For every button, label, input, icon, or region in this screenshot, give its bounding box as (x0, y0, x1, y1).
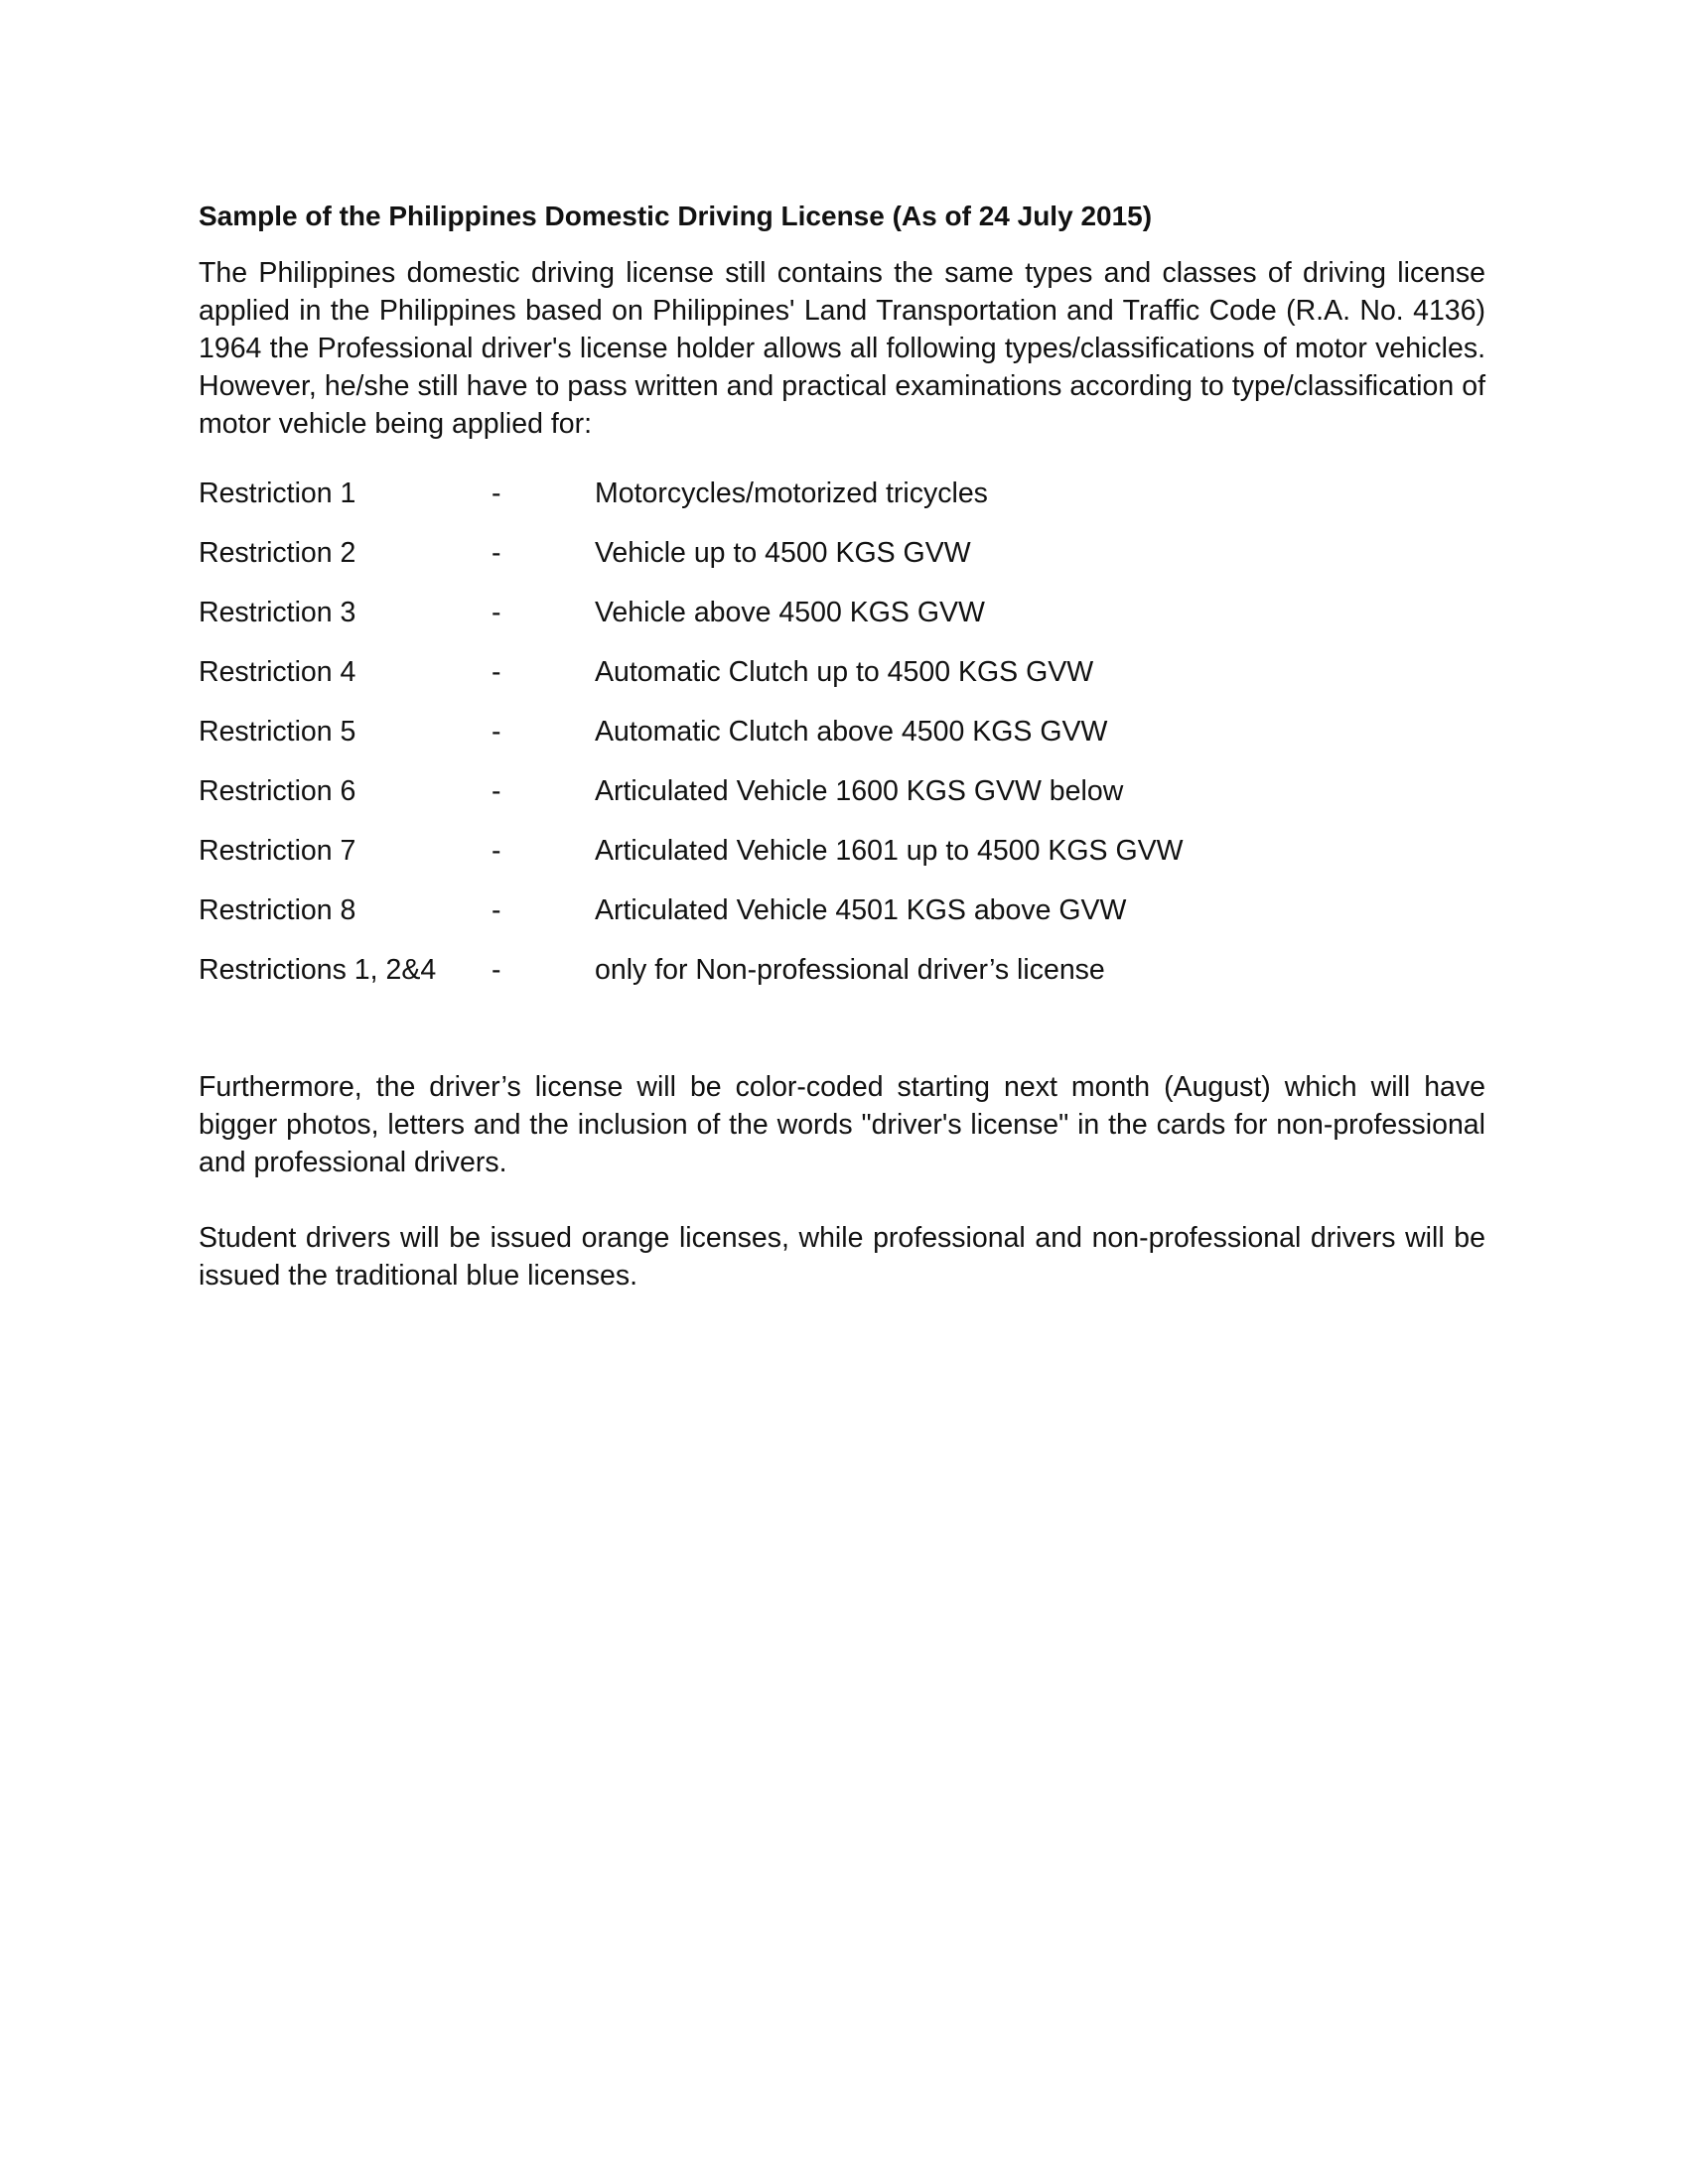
restriction-dash: - (492, 954, 501, 986)
document-page (199, 199, 1485, 1295)
restriction-name: Restriction 5 (199, 716, 356, 748)
restriction-dash: - (492, 597, 501, 628)
restriction-name: Restriction 8 (199, 894, 356, 926)
color-coding-paragraph: Furthermore, the driver’s license will be color-coded starting next month (August) which will have bigger photos, letters and the inclusion of the words "driver's license" in the cards for non-professional and professional drivers. (199, 1071, 1485, 1178)
restriction-name: Restriction 6 (199, 775, 356, 807)
restriction-row (199, 832, 1485, 891)
restriction-description: Vehicle up to 4500 KGS GVW (595, 537, 971, 569)
restriction-dash: - (492, 656, 501, 688)
restriction-description: Automatic Clutch above 4500 KGS GVW (595, 716, 1108, 748)
restriction-dash: - (492, 894, 501, 926)
restriction-dash: - (492, 775, 501, 807)
restriction-dash: - (492, 716, 501, 748)
restriction-name: Restriction 2 (199, 537, 356, 569)
restriction-description: Motorcycles/motorized tricycles (595, 478, 988, 509)
restriction-description: Articulated Vehicle 1600 KGS GVW below (595, 775, 1124, 807)
restriction-name: Restriction 7 (199, 835, 356, 867)
intro-paragraph: The Philippines domestic driving license still contains the same types and classes of driving license applied in the Philippines based on Philippines' Land Transportation and Traffic Code (R.A. No. 4136) 1964 the Professional driver's license holder allows all following types/classifications of motor vehicles. However, he/she still have to pass written and practical examinations according to type/classification of motor vehicle being applied for: (199, 257, 1485, 440)
restriction-row (199, 534, 1485, 594)
restriction-description: Articulated Vehicle 1601 up to 4500 KGS GVW (595, 835, 1184, 867)
restriction-description: Vehicle above 4500 KGS GVW (595, 597, 985, 628)
restriction-dash: - (492, 835, 501, 867)
restriction-description: Articulated Vehicle 4501 KGS above GVW (595, 894, 1127, 926)
restriction-row (199, 772, 1485, 832)
restriction-row (199, 951, 1485, 1011)
restriction-name: Restriction 3 (199, 597, 356, 628)
restriction-description: Automatic Clutch up to 4500 KGS GVW (595, 656, 1094, 688)
restriction-dash: - (492, 478, 501, 509)
restriction-row (199, 653, 1485, 713)
restriction-description: only for Non-professional driver’s license (595, 954, 1105, 986)
restrictions-list (199, 475, 1485, 1011)
document-title: Sample of the Philippines Domestic Driving License (As of 24 July 2015) (199, 201, 1153, 231)
restriction-dash: - (492, 537, 501, 569)
restriction-name: Restriction 4 (199, 656, 356, 688)
restriction-row (199, 594, 1485, 653)
restriction-name: Restrictions 1, 2&4 (199, 954, 437, 986)
restriction-row (199, 475, 1485, 534)
restriction-name: Restriction 1 (199, 478, 356, 509)
restriction-row (199, 713, 1485, 772)
restriction-row (199, 891, 1485, 951)
student-drivers-paragraph: Student drivers will be issued orange licenses, while professional and non-professional drivers will be issued the traditional blue licenses. (199, 1222, 1485, 1292)
